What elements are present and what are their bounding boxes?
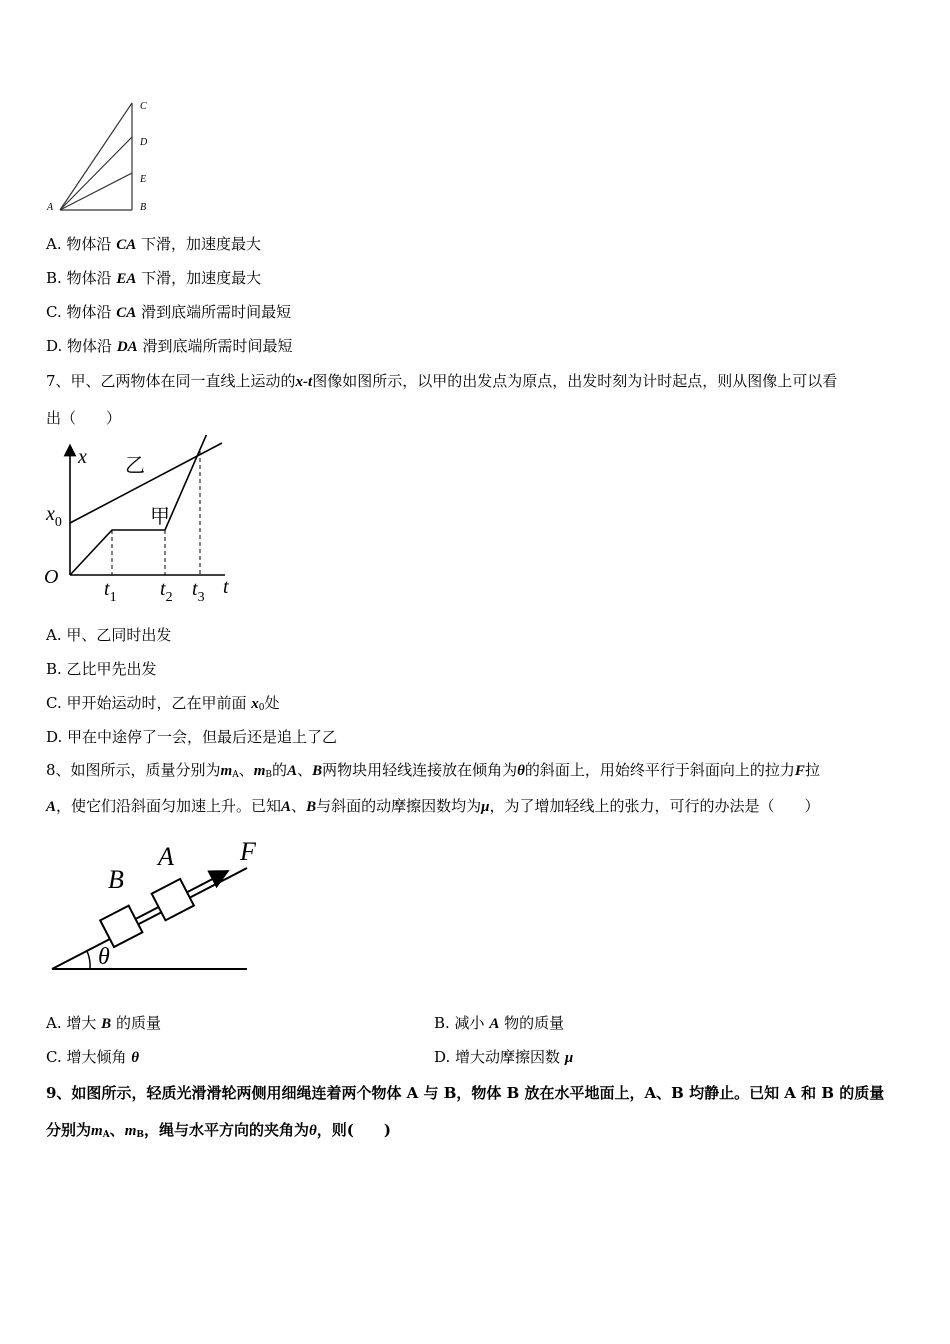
stem-text: 分别为 (46, 1121, 92, 1139)
option-text: 滑到底端所需时间最短 (141, 303, 292, 321)
math-symbol: μ (481, 799, 490, 815)
stem-text: 图像如图所示，以甲的出发点为原点，出发时刻为计时起点，则从图像上可以看 (312, 372, 838, 390)
option-text: C. 增大倾角 (46, 1048, 127, 1066)
option-text: 下滑，加速度最大 (140, 235, 261, 253)
math-symbol: CA (116, 305, 137, 321)
option-text: 的质量 (115, 1014, 161, 1032)
math-subscript: B (265, 770, 273, 780)
t1-label: $t_1$ (104, 578, 117, 605)
option-text: C. 甲开始运动时，乙在甲前面 (46, 694, 247, 712)
math-symbol: A (287, 763, 298, 779)
option-text: 物体沿 (66, 235, 112, 253)
math-symbol: x (251, 696, 259, 712)
math-symbol: m (124, 1123, 137, 1139)
stem-text: 、 (291, 797, 307, 815)
label-c: C (140, 101, 147, 112)
option-text: 滑到底端所需时间最短 (142, 337, 293, 355)
math-subscript: B (136, 1130, 144, 1140)
math-symbol: A (46, 799, 57, 815)
block-b-label: B (108, 865, 124, 894)
q7-option-a: A. 甲、乙同时出发 (46, 626, 172, 644)
y-axis-label: x (78, 446, 87, 468)
option-letter: D. (46, 337, 63, 355)
math-symbol: θ (131, 1050, 140, 1066)
stem-text: 7、甲、乙两物体在同一直线上运动的 (46, 372, 296, 390)
t2-label: $t_2$ (160, 578, 173, 605)
math-symbol: θ (308, 1123, 317, 1139)
q6-option-a (46, 234, 261, 255)
stem-text: ，绳与水平方向的夹角为 (143, 1121, 309, 1139)
option-text: A. 增大 (46, 1014, 97, 1032)
q7-option-c (46, 693, 280, 718)
force-f-label: F (240, 837, 256, 866)
math-symbol: DA (116, 339, 138, 355)
q8-option-c (46, 1047, 139, 1068)
stem-text: 的斜面上，用始终平行于斜面向上的拉力 (524, 761, 795, 779)
q8-stem-line2 (46, 796, 819, 817)
option-text: D. 增大动摩擦因数 (434, 1048, 561, 1066)
math-symbol: m (220, 763, 233, 779)
stem-text: 的 (272, 761, 288, 779)
option-text: 物体沿 (67, 337, 113, 355)
option-text: B. 减小 (434, 1014, 485, 1032)
label-e: E (140, 174, 147, 185)
stem-text: 与斜面的动摩擦因数均为 (316, 797, 482, 815)
x0-label: $x_0$ (46, 503, 62, 530)
stem-text: 、 (238, 761, 254, 779)
q8-option-a (46, 1013, 161, 1034)
q9-stem-line2 (46, 1120, 391, 1145)
math-symbol: B (101, 1016, 112, 1032)
math-symbol: EA (116, 271, 137, 287)
math-symbol: B (306, 799, 317, 815)
math-symbol: A (281, 799, 292, 815)
q9-stem-line1: 9、如图所示，轻质光滑滑轮两侧用细绳连着两个物体 A 与 B，物体 B 放在水平地面上，A、B 均静止。已知 A 和 B 的质量 (46, 1084, 885, 1102)
math-symbol: θ (517, 763, 525, 779)
math-symbol: μ (564, 1050, 574, 1066)
angle-theta-label: θ (98, 944, 110, 970)
math-symbol: A (489, 1016, 500, 1032)
q7-stem-line2: 出（ ） (46, 409, 122, 427)
math-symbol: m (253, 763, 266, 779)
stem-text: 、 (109, 1121, 125, 1139)
q6-option-b (46, 268, 261, 289)
option-text: 物体沿 (66, 269, 112, 287)
block-a-label: A (158, 842, 174, 871)
q6-option-c (46, 302, 291, 323)
t3-label: $t_3$ (192, 578, 205, 605)
option-text: 物的质量 (504, 1014, 565, 1032)
option-text: 下滑，加速度最大 (141, 269, 262, 287)
x-axis-label: t (223, 576, 229, 598)
option-text: 物体沿 (66, 303, 112, 321)
line-yi-label: 乙 (125, 453, 145, 477)
math-subscript: A (102, 1130, 110, 1140)
option-letter: C. (46, 303, 62, 321)
math-symbol: B (312, 763, 323, 779)
stem-text: ，使它们沿斜面匀加速上升。已知 (56, 797, 282, 815)
option-letter: A. (46, 235, 62, 253)
stem-text: ，为了增加轻线上的张力，可行的办法是（ ） (489, 797, 820, 815)
q8-option-b (434, 1013, 564, 1034)
q7-option-d: D. 甲在中途停了一会，但最后还是追上了乙 (46, 728, 338, 746)
stem-text: 8、如图所示，质量分别为 (46, 761, 221, 779)
math-symbol: F (794, 763, 805, 779)
label-d: D (140, 137, 148, 148)
q7-option-b: B. 乙比甲先出发 (46, 660, 157, 678)
stem-text: 两物块用轻线连接放在倾角为 (322, 761, 518, 779)
q8-option-d (434, 1047, 573, 1068)
math-symbol: CA (116, 237, 137, 253)
option-letter: B. (46, 269, 62, 287)
label-a: A (47, 202, 54, 213)
stem-text: 、 (297, 761, 313, 779)
q6-option-d (46, 336, 292, 357)
q7-stem-line1 (46, 371, 837, 392)
math-subscript: A (232, 770, 239, 780)
stem-text: 拉 (804, 761, 820, 779)
label-b: B (140, 202, 147, 213)
line-jia-label: 甲 (150, 504, 170, 528)
stem-text: ，则( ) (316, 1121, 391, 1139)
math-symbol: x-t (295, 374, 313, 390)
math-symbol: m (91, 1123, 103, 1139)
origin-label: O (44, 566, 59, 588)
option-text: 处 (264, 694, 280, 712)
math-subscript: 0 (258, 703, 265, 713)
q8-stem-line1 (46, 760, 820, 785)
